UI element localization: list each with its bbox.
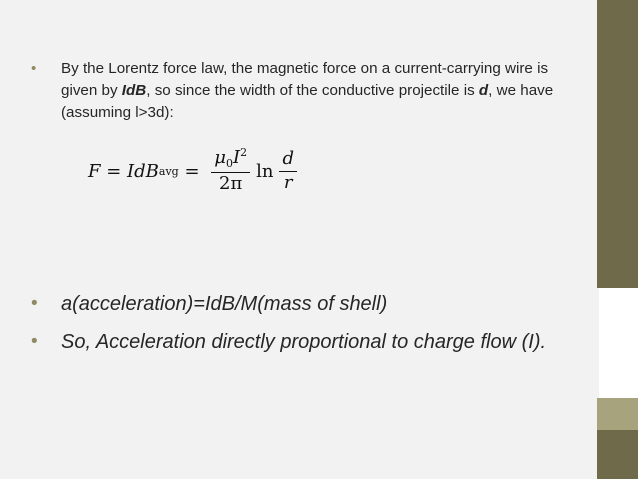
formula-ln: ln [256,160,274,182]
force-formula [88,148,571,194]
sidebar-band-lower [597,398,638,430]
formula-mu-subscript: 0 [225,157,233,171]
bullet1-text-a: By the Lorentz force law, the magnetic force on a current-carrying wire is given by [61,60,549,99]
bullet-icon: • [31,60,37,77]
formula-equals-2: = [178,160,206,182]
formula-avg-subscript: avg [158,164,179,178]
sidebar-band-top [597,0,638,288]
formula-i-superscript: 2 [240,146,248,160]
fraction-denominator: 2π [219,172,243,194]
bullet2-text: a(acceleration)=IdB/M(mass of shell) [61,293,388,315]
formula-fraction-mu [211,147,250,194]
bullet1-bold-d: d [478,82,489,99]
fraction-numerator [211,147,250,173]
formula-mu: μ [214,147,226,169]
bullet-icon: • [31,331,38,352]
bullet1-text-c: , we have (assuming l>3d): [61,82,554,121]
formula-f: F [88,160,101,182]
bullet1-bold-idb: IdB [121,82,147,99]
formula-equals-1: = [100,160,128,182]
bullet-lorentz-law [31,58,571,124]
formula-idb: IdB [127,160,159,182]
bullet1-text-b: , so since the width of the conductive projectile is [146,82,479,99]
decorative-sidebar [597,0,638,479]
sidebar-band-mid [597,288,638,398]
sidebar-band-bottom [597,430,638,479]
fraction-d: d [279,149,297,172]
formula-fraction-dr [279,149,297,193]
formula-i: I [232,147,241,169]
slide-content [31,58,571,358]
bullet-acceleration [31,288,571,320]
bullet-proportional [31,326,571,358]
fraction-r: r [283,171,293,193]
bullet-icon: • [31,293,38,314]
bullet3-text: So, Acceleration directly proportional to charge flow (I). [61,331,547,353]
